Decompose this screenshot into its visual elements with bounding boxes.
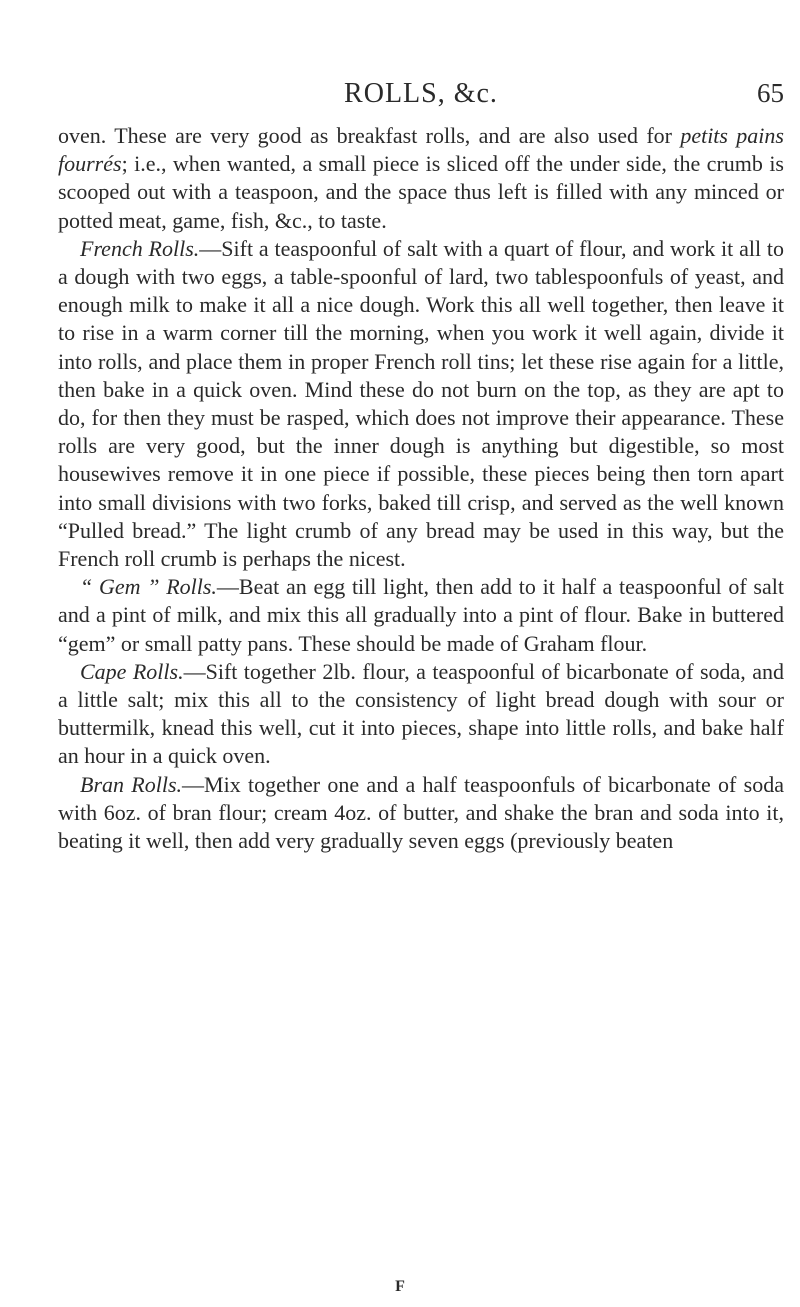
paragraph-text: oven. These are very good as breakfast rolls, and are also used for xyxy=(58,123,681,148)
recipe-title: French Rolls. xyxy=(80,235,200,261)
recipe-bran-rolls xyxy=(58,771,784,856)
signature-mark: F xyxy=(395,1278,405,1295)
page-header xyxy=(58,78,784,110)
recipe-title: Cape Rolls. xyxy=(80,658,184,684)
page-body xyxy=(58,122,784,855)
recipe-text: —Beat an egg till light, then add to it half a teaspoonful of salt and a pint of milk, and mix this all gradually into a pint of flour. Bake in buttered “gem” or small patty pans. These should be made of Graham flour. xyxy=(58,574,784,656)
recipe-title: Bran Rolls. xyxy=(80,771,183,797)
page-number: 65 xyxy=(757,78,784,108)
recipe-text: —Mix together one and a half teaspoonfuls of bicarbonate of soda with 6oz. of bran flour; cream 4oz. of butter, and shake the bran and soda into it, beating it well, then add very gradually seven eggs (previously beaten xyxy=(58,771,784,854)
paragraph-text: ; i.e., when wanted, a small piece is sliced off the under side, the crumb is scooped out with a teaspoon, and the space thus left is filled with any minced or potted meat, game, fish, &c., to taste. xyxy=(58,151,784,233)
paragraph-continuation xyxy=(58,122,784,235)
recipe-title: “ Gem ” Rolls. xyxy=(80,574,217,600)
recipe-text: —Sift a teaspoonful of salt with a quart of flour, and work it all to a dough with two eggs, a table-spoonful of lard, two tablespoonfuls of yeast, and enough milk to make it all a nice dough. Work this all well together, then leave it to rise in a warm corner till the morning, when you work it well again, divide it into rolls, and place them in proper French roll tins; let these rise again for a little, then bake in a quick oven. Mind these do not burn on the top, as they are apt to do, for then they must be rasped, which does not improve their appearance. These rolls are very good, but the inner dough is anything but digestible, so most housewives remove it in one piece if possible, these pieces being then torn apart into small divisions with two forks, baked till crisp, and served as the well known “Pulled bread.” The light crumb of any bread may be used in this way, but the French roll crumb is perhaps the nicest. xyxy=(58,235,784,572)
recipe-text: —Sift together 2lb. flour, a teaspoonful of bicarbonate of soda, and a little salt; mix this all to the consistency of light bread dough with sour or buttermilk, knead this well, cut it into pieces, shape into little rolls, and bake half an hour in a quick oven. xyxy=(58,658,784,769)
recipe-french-rolls xyxy=(58,235,784,573)
recipe-cape-rolls xyxy=(58,658,784,771)
italic-phrase: petits pains fourrés xyxy=(58,123,784,177)
recipe-gem-rolls xyxy=(58,573,784,658)
running-title: ROLLS, &c. xyxy=(344,78,498,109)
